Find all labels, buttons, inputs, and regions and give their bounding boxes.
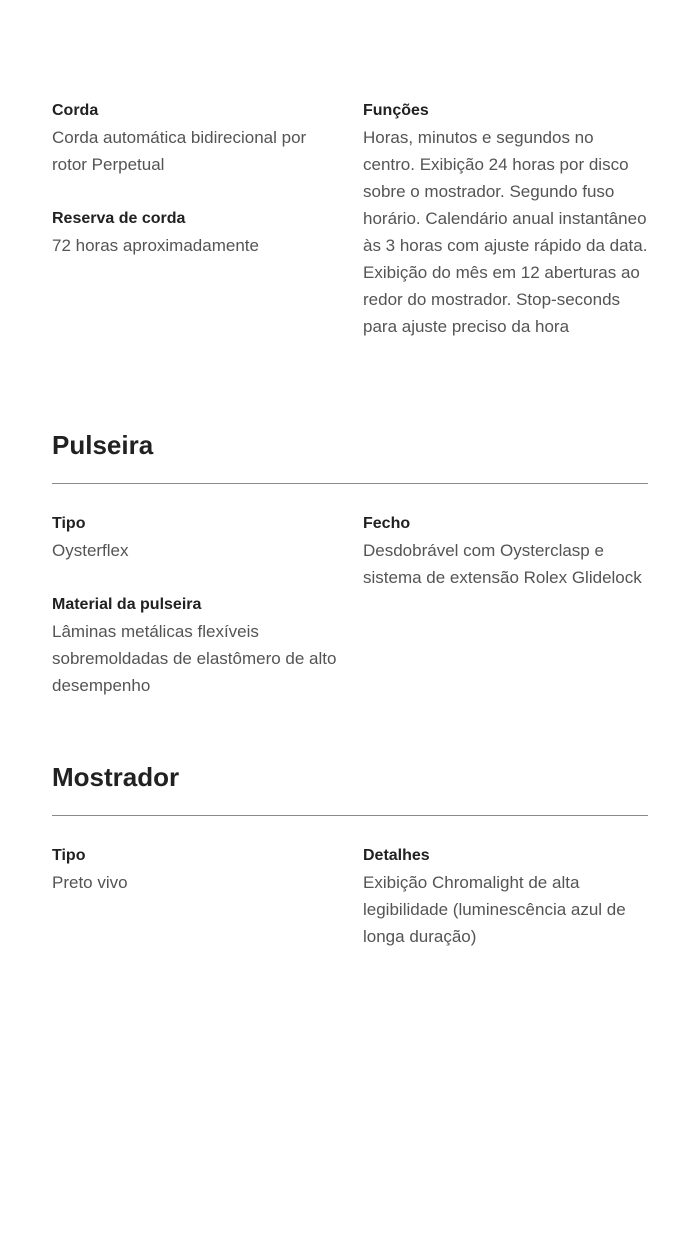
spec-functions [363, 97, 648, 340]
spec-value: Lâminas metálicas flexíveis sobremoldadas de elastômero de alto desempenho [52, 622, 337, 695]
spec-winding [52, 97, 337, 178]
section-divider [52, 483, 648, 484]
dial-left-column [52, 842, 337, 950]
spec-value: Corda automática bidirecional por rotor Perpetual [52, 128, 307, 174]
bracelet-specs [52, 510, 648, 699]
bracelet-right-column [363, 510, 648, 699]
dial-right-column [363, 842, 648, 950]
dial-specs [52, 842, 648, 950]
spec-label: Detalhes [363, 847, 430, 864]
spec-clasp [363, 510, 648, 591]
spec-dial-type [52, 842, 337, 896]
spec-value: Preto vivo [52, 873, 128, 892]
spec-label: Funções [363, 102, 429, 119]
spec-dial-details [363, 842, 648, 950]
bracelet-left-column [52, 510, 337, 699]
section-divider [52, 815, 648, 816]
spec-bracelet-material [52, 591, 337, 699]
movement-right-column [363, 97, 648, 340]
spec-label: Tipo [52, 847, 86, 864]
movement-specs [52, 97, 648, 340]
spec-label: Material da pulseira [52, 596, 202, 613]
spec-value: 72 horas aproximadamente [52, 236, 259, 255]
spec-power-reserve [52, 205, 337, 259]
section-title-bracelet: Pulseira [52, 430, 154, 460]
spec-value: Desdobrável com Oysterclasp e sistema de extensão Rolex Glidelock [363, 541, 642, 587]
spec-value: Horas, minutos e segundos no centro. Exibição 24 horas por disco sobre o mostrador. Segundo fuso horário. Calendário anual instantâneo às 3 horas com ajuste rápido da data. Exibição do mês em 12 aberturas ao redor do mostrador. Stop-seconds para ajuste preciso da hora [363, 128, 648, 336]
spec-bracelet-type [52, 510, 337, 564]
section-title-dial: Mostrador [52, 762, 180, 792]
spec-label: Reserva de corda [52, 210, 186, 227]
spec-value: Oysterflex [52, 541, 129, 560]
spec-label: Tipo [52, 515, 86, 532]
spec-label: Corda [52, 102, 99, 119]
movement-left-column [52, 97, 337, 340]
spec-value: Exibição Chromalight de alta legibilidade (luminescência azul de longa duração) [363, 873, 626, 946]
spec-label: Fecho [363, 515, 411, 532]
